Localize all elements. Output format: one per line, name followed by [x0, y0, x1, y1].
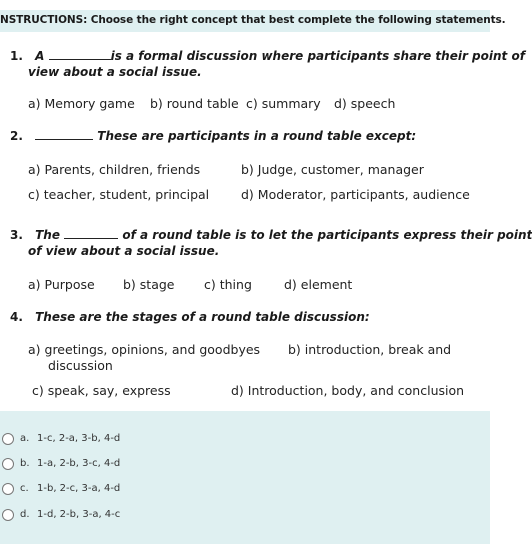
- question-4-line: [10, 310, 370, 324]
- q4-option-c: c) speak, say, express: [32, 383, 171, 398]
- q3-option-c: c) thing: [204, 277, 252, 292]
- answer-b-letter: b.: [20, 458, 30, 469]
- answer-c-letter: c.: [20, 483, 29, 494]
- question-3-number: 3.: [10, 228, 23, 242]
- q3-option-a: a) Purpose: [28, 277, 95, 292]
- question-2-line: [10, 129, 416, 143]
- q3-option-d: d) element: [284, 277, 353, 292]
- answer-d-letter: d.: [20, 509, 30, 520]
- q2-option-d: d) Moderator, participants, audience: [241, 187, 470, 202]
- question-1-line2: view about a social issue.: [28, 65, 202, 79]
- q1-option-d: d) speech: [334, 96, 396, 111]
- answer-d-text: 1-d, 2-b, 3-a, 4-c: [37, 509, 121, 520]
- radio-button-d[interactable]: [2, 509, 14, 521]
- question-3-line1: [10, 228, 532, 242]
- q4-option-b: b) introduction, break and: [288, 342, 452, 357]
- instructions-text: NSTRUCTIONS: Choose the right concept that best complete the following statements.: [0, 14, 506, 26]
- answer-choices-panel: [0, 411, 490, 544]
- question-1-blank: [49, 49, 111, 60]
- radio-button-a[interactable]: [2, 433, 14, 445]
- question-3-prefix: The: [35, 228, 60, 242]
- question-2-text: These are participants in a round table except:: [97, 129, 417, 143]
- question-4-number: 4.: [10, 310, 23, 324]
- answer-b-text: 1-a, 2-b, 3-c, 4-d: [37, 458, 121, 469]
- q1-option-c: c) summary: [246, 96, 321, 111]
- q2-option-c: c) teacher, student, principal: [28, 187, 210, 202]
- question-2-blank: [35, 129, 93, 140]
- radio-button-c[interactable]: [2, 483, 14, 495]
- radio-button-b[interactable]: [2, 458, 14, 470]
- question-1-number: 1.: [10, 49, 23, 63]
- q4-option-a: a) greetings, opinions, and goodbyes: [28, 342, 261, 357]
- answer-a-letter: a.: [20, 433, 30, 444]
- question-1-text: is a formal discussion where participants share their point of: [110, 49, 525, 63]
- question-4-text: These are the stages of a round table discussion:: [35, 310, 370, 324]
- question-3-text: of a round table is to let the participants express their point: [122, 228, 532, 242]
- answer-a-text: 1-c, 2-a, 3-b, 4-d: [37, 433, 121, 444]
- q4-option-b-continued: discussion: [48, 358, 113, 373]
- question-2-number: 2.: [10, 129, 23, 143]
- q2-option-a: a) Parents, children, friends: [28, 162, 201, 177]
- question-1-prefix: A: [35, 49, 45, 63]
- q1-option-a: a) Memory game: [28, 96, 135, 111]
- question-3-blank: [64, 228, 118, 239]
- q4-option-d: d) Introduction, body, and conclusion: [231, 383, 465, 398]
- q3-option-b: b) stage: [123, 277, 175, 292]
- question-1-line1: [10, 49, 525, 63]
- answer-c-text: 1-b, 2-c, 3-a, 4-d: [37, 483, 121, 494]
- q2-option-b: b) Judge, customer, manager: [241, 162, 424, 177]
- q1-option-b: b) round table: [150, 96, 239, 111]
- question-3-line2: of view about a social issue.: [28, 244, 220, 258]
